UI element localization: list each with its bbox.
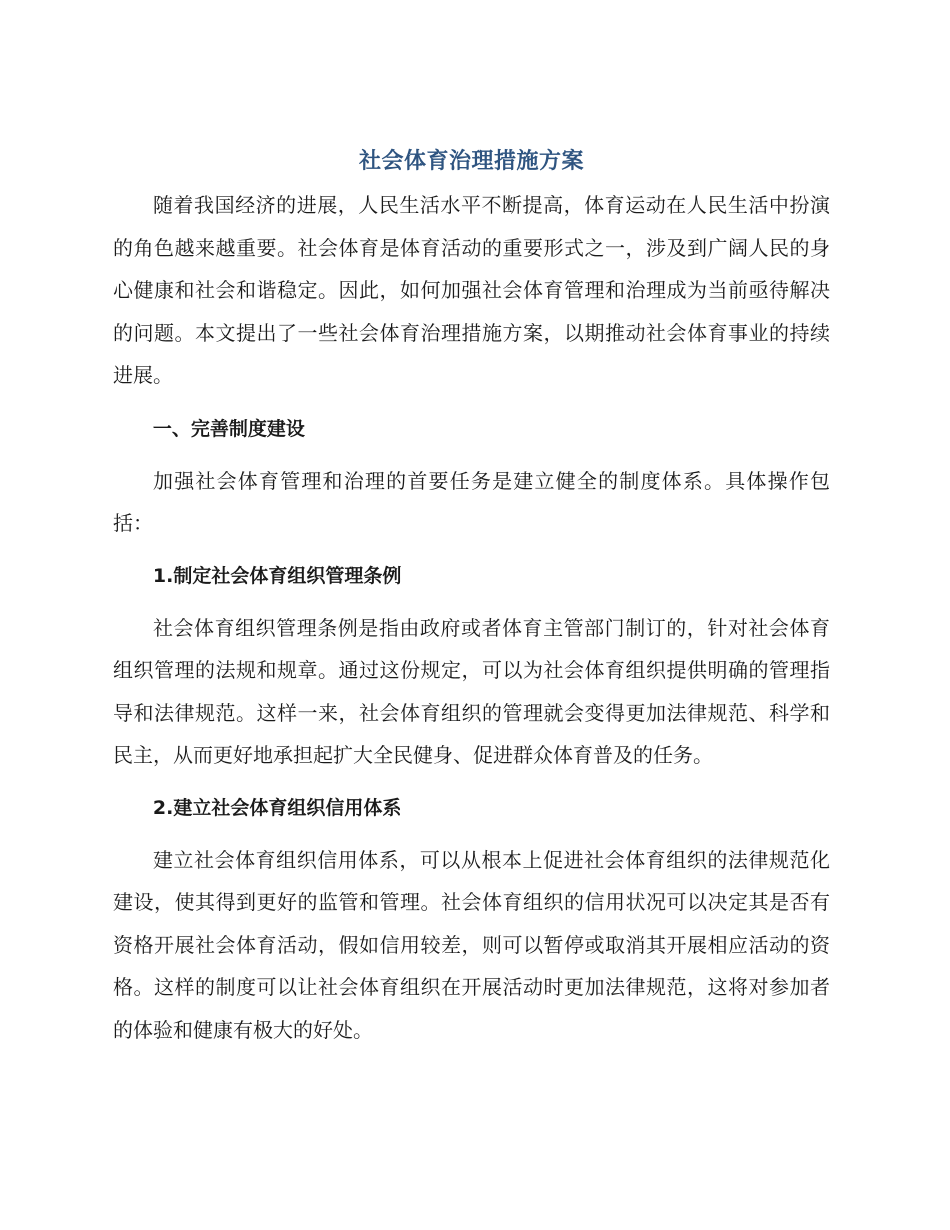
section-heading: 一、完善制度建设 [152, 417, 305, 440]
spacer [113, 597, 830, 607]
subsection-heading: 1.制定社会体育组织管理条例 [152, 564, 402, 587]
spacer [113, 397, 830, 408]
spacer [113, 829, 830, 839]
spacer [113, 545, 830, 555]
subsection-paragraph: 建立社会体育组织信用体系，可以从根本上促进社会体育组织的法律规范化建设，使其得到更好的监管和管理。社会体育组织的信用状况可以决定其是否有资格开展社会体育活动，假如信用较差，则可以暂停或取消其开展相应活动的资格。这样的制度可以让社会体育组织在开展活动时更加法律规范，这将对参加者的体验和健康有极大的好处。 [113, 847, 830, 1042]
section-paragraph: 加强社会体育管理和治理的首要任务是建立健全的制度体系。具体操作包括： [113, 468, 830, 535]
subsection-paragraph: 社会体育组织管理条例是指由政府或者体育主管部门制订的，针对社会体育组织管理的法规和规章。通过这份规定，可以为社会体育组织提供明确的管理指导和法律规范。这样一来，社会体育组织的管理就会变得更加法律规范、科学和民主，从而更好地承担起扩大全民健身、促进群众体育普及的任务。 [113, 615, 830, 767]
document-body [113, 140, 830, 1051]
intro-paragraph: 随着我国经济的进展，人民生活水平不断提高，体育运动在人民生活中扮演的角色越来越重要。社会体育是体育活动的重要形式之一，涉及到广阔人民的身心健康和社会和谐稳定。因此，如何加强社会体育管理和治理成为当前亟待解决的问题。本文提出了一些社会体育治理措施方案，以期推动社会体育事业的持续进展。 [113, 193, 830, 387]
spacer [113, 450, 830, 460]
document-title: 社会体育治理措施方案 [358, 149, 584, 174]
spacer [113, 777, 830, 787]
subsection-heading: 2.建立社会体育组织信用体系 [152, 796, 402, 819]
